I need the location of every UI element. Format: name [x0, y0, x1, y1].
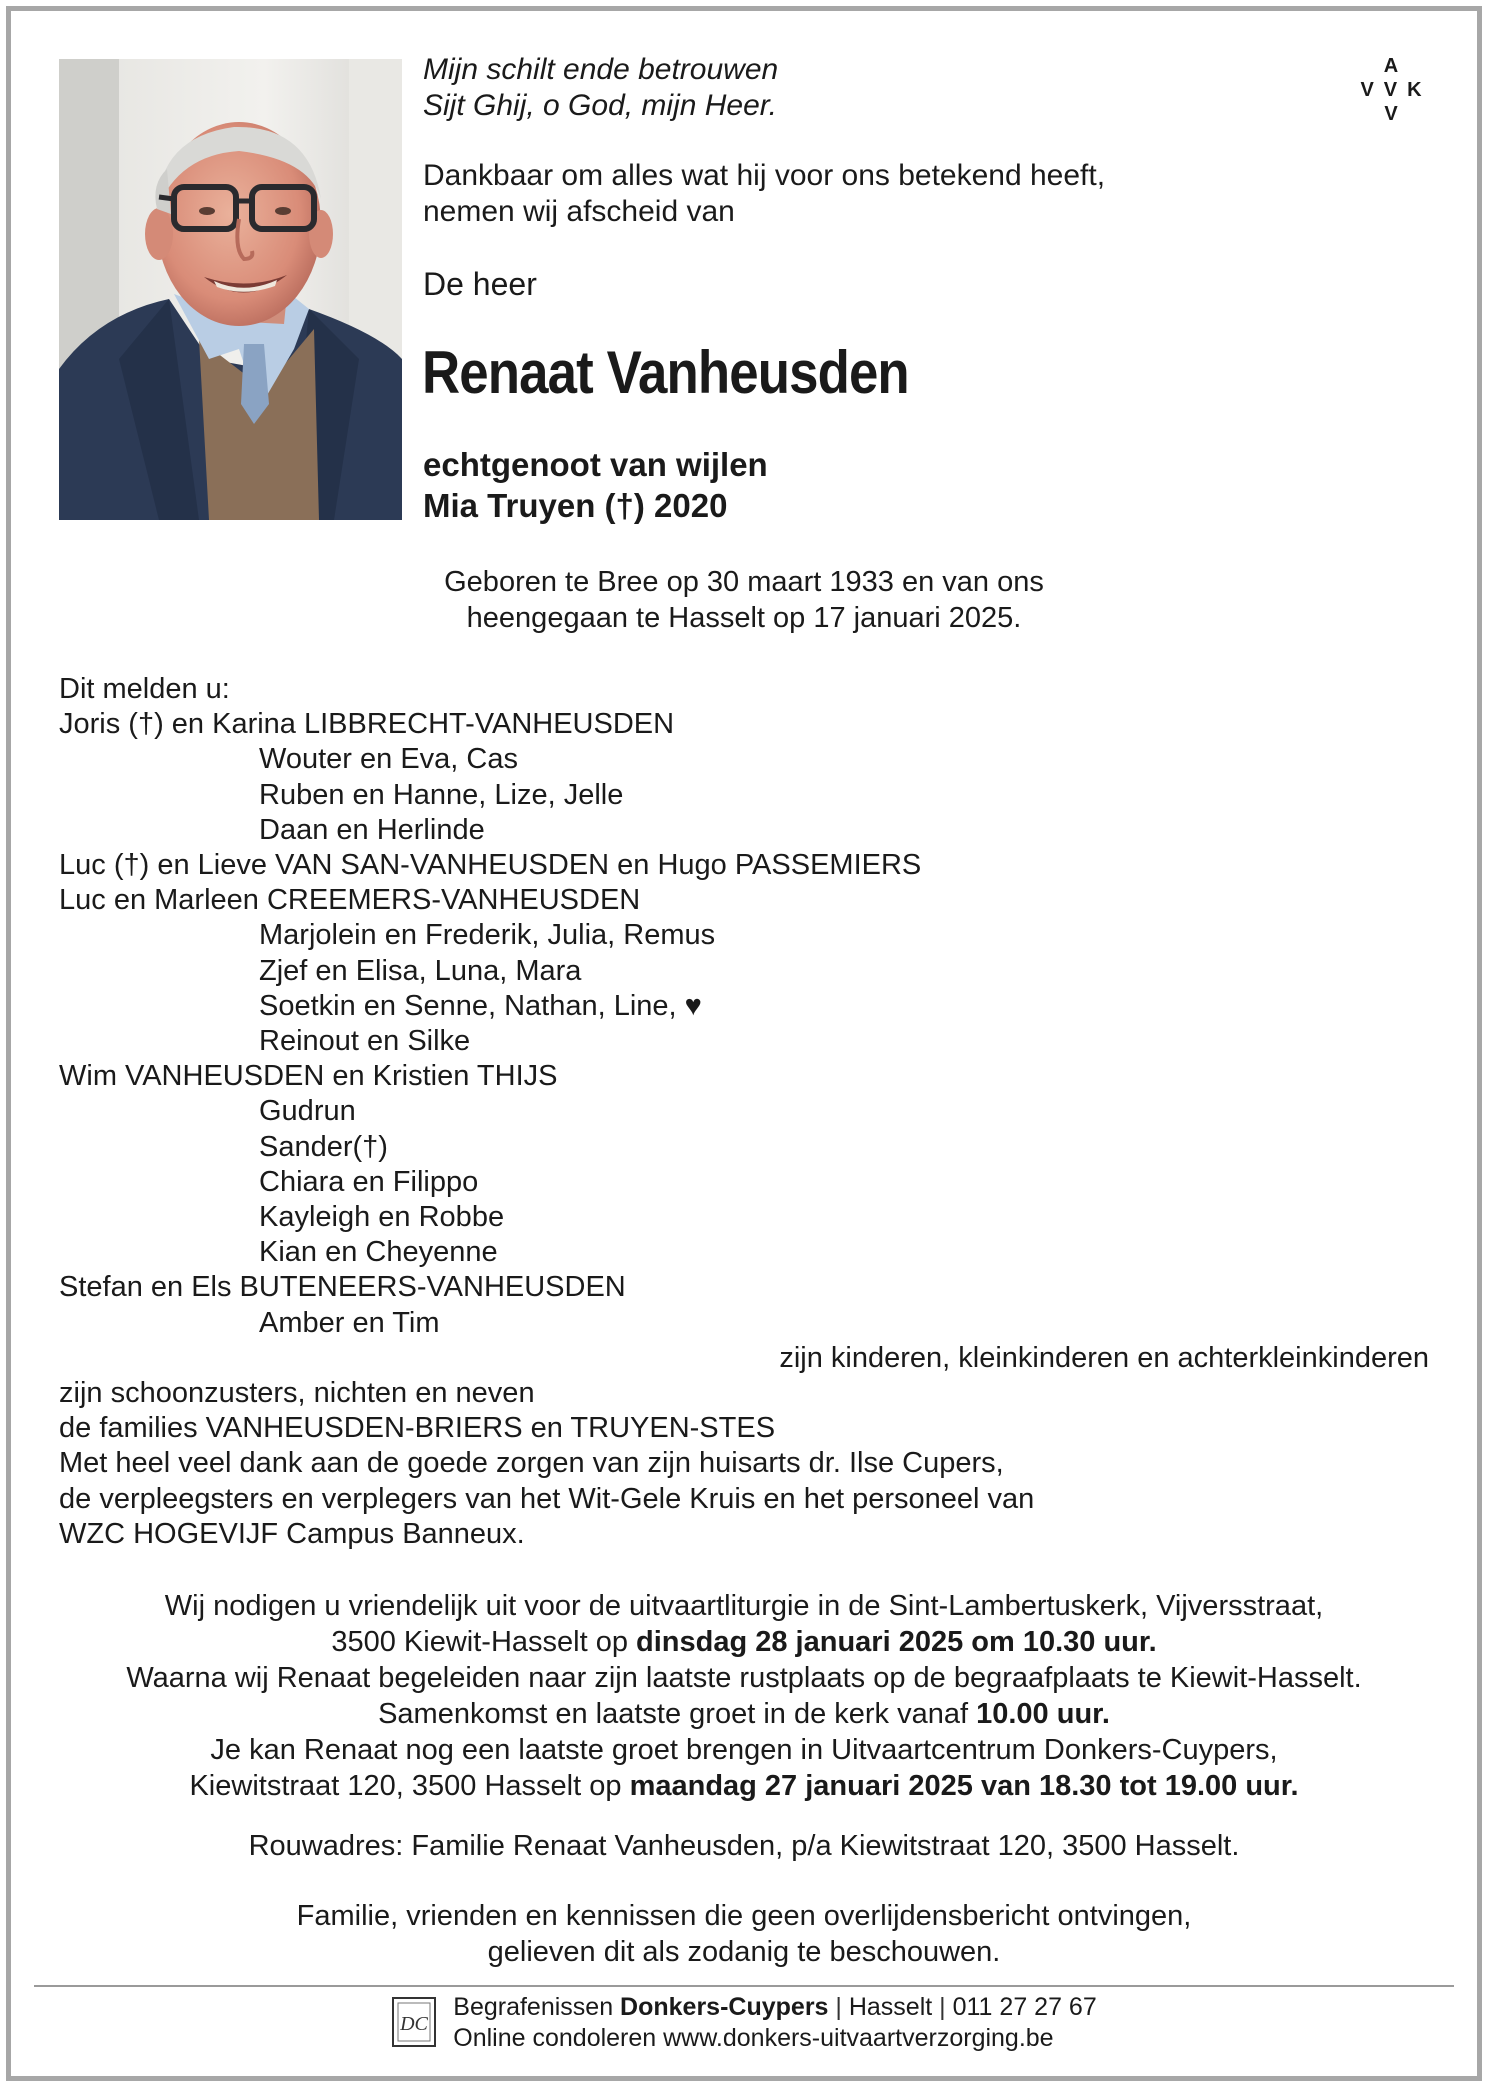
- ceremony-info: [0, 1588, 1488, 1804]
- ceremony-line: [0, 1696, 1488, 1732]
- spouse-info: [423, 444, 768, 526]
- mourning-address: Rouwadres: Familie Renaat Vanheusden, p/a Kiewitstraat 120, 3500 Hasselt.: [248, 1830, 1240, 1862]
- funeral-home-logo-icon: [391, 1996, 437, 2048]
- death-line: heengegaan te Hasselt op 17 januari 2025.: [466, 602, 1022, 634]
- portrait-photo: [59, 59, 402, 520]
- intro-text: [423, 158, 1105, 230]
- avvk-top: A: [1383, 55, 1399, 77]
- family-child-line: Wim VANHEUSDEN en Kristien THIJS: [59, 1060, 558, 1093]
- logo-text: DC: [400, 2013, 429, 2035]
- verse-line: Mijn schilt ende betrouwen: [423, 53, 779, 86]
- family-grandchild-line: Kayleigh en Robbe: [259, 1201, 505, 1234]
- footer-phone: 011 27 27 67: [952, 1993, 1097, 2021]
- spouse-line: Mia Truyen (†) 2020: [423, 487, 728, 524]
- ceremony-line: Wij nodigen u vriendelijk uit voor de uitvaartliturgie in de Sint-Lambertuskerk, Vijversstraat,: [164, 1590, 1324, 1622]
- deceased-name: Renaat Vanheusden: [422, 339, 909, 406]
- ceremony-datetime: dinsdag 28 januari 2025 om 10.30 uur.: [636, 1626, 1157, 1658]
- footer-company: Donkers-Cuypers: [620, 1993, 829, 2021]
- ceremony-text: 3500 Kiewit-Hasselt op: [331, 1626, 637, 1658]
- footer-online-condolence[interactable]: Online condoleren www.donkers-uitvaartverzorging.be: [453, 2024, 1054, 2052]
- family-announce: Dit melden u:: [59, 673, 230, 705]
- footer-separator: |: [828, 1993, 849, 2021]
- closing-text: [0, 1898, 1488, 1970]
- intro-line: nemen wij afscheid van: [423, 195, 735, 228]
- intro-line: Dankbaar om alles wat hij voor ons betekend heeft,: [423, 159, 1106, 192]
- family-list: [59, 672, 1429, 1552]
- ceremony-text: Kiewitstraat 120, 3500 Hasselt op: [189, 1770, 630, 1802]
- family-extended: [59, 1376, 1429, 1552]
- spouse-line: echtgenoot van wijlen: [423, 446, 768, 483]
- family-lines: [59, 707, 1429, 1341]
- ceremony-time: 10.00 uur.: [976, 1698, 1110, 1730]
- footer-separator: |: [932, 1993, 953, 2021]
- salutation: De heer: [423, 266, 537, 302]
- family-grandchild-line: Amber en Tim: [259, 1306, 440, 1339]
- ceremony-line: [0, 1624, 1488, 1660]
- family-extended-line: de verpleegsters en verplegers van het Wit-Gele Kruis en het personeel van: [59, 1482, 1035, 1515]
- family-extended-line: de families VANHEUSDEN-BRIERS en TRUYEN-STES: [59, 1412, 776, 1445]
- family-grandchild-line: Daan en Herlinde: [259, 813, 485, 846]
- family-grandchild-line: Gudrun: [259, 1095, 356, 1128]
- birth-line: Geboren te Bree op 30 maart 1933 en van ons: [444, 566, 1044, 598]
- family-child-line: Luc en Marleen CREEMERS-VANHEUSDEN: [59, 884, 641, 917]
- family-extended-line: zijn schoonzusters, nichten en neven: [59, 1377, 535, 1410]
- family-grandchild-line: Wouter en Eva, Cas: [259, 743, 518, 776]
- family-grandchild-line: Soetkin en Senne, Nathan, Line, ♥: [259, 989, 702, 1022]
- family-child-line: Stefan en Els BUTENEERS-VANHEUSDEN: [59, 1271, 626, 1304]
- footer-city: Hasselt: [848, 1993, 933, 2021]
- closing-line: gelieven dit als zodanig te beschouwen.: [487, 1936, 1001, 1968]
- birth-death-info: [0, 564, 1488, 636]
- family-grandchild-line: Marjolein en Frederik, Julia, Remus: [259, 919, 716, 952]
- ceremony-line: [0, 1768, 1488, 1804]
- family-grandchild-line: Sander(†): [259, 1130, 388, 1163]
- family-grandchild-line: Ruben en Hanne, Lize, Jelle: [259, 778, 624, 811]
- family-child-line: Joris (†) en Karina LIBBRECHT-VANHEUSDEN: [59, 708, 675, 741]
- relation-summary: zijn kinderen, kleinkinderen en achterkleinkinderen: [779, 1341, 1429, 1374]
- closing-line: Familie, vrienden en kennissen die geen overlijdensbericht ontvingen,: [296, 1900, 1192, 1932]
- verse-line: Sijt Ghij, o God, mijn Heer.: [423, 89, 778, 122]
- ceremony-line: Je kan Renaat nog een laatste groet brengen in Uitvaartcentrum Donkers-Cuypers,: [210, 1734, 1278, 1766]
- avvk-middle: VVK: [1360, 79, 1432, 101]
- family-grandchild-line: Reinout en Silke: [259, 1025, 471, 1058]
- family-child-line: Luc (†) en Lieve VAN SAN-VANHEUSDEN en Hugo PASSEMIERS: [59, 849, 922, 882]
- avvk-bottom: V: [1384, 103, 1398, 125]
- avvk-logo: [1360, 54, 1432, 126]
- footer-prefix: Begrafenissen: [453, 1993, 621, 2021]
- footer-line-1: [453, 1992, 1096, 2023]
- verse: [423, 52, 778, 124]
- footer-divider: [34, 1985, 1454, 1987]
- footer: [0, 1992, 1488, 2054]
- family-grandchild-line: Zjef en Elisa, Luna, Mara: [259, 954, 582, 987]
- visitation-datetime: maandag 27 januari 2025 van 18.30 tot 19.00 uur.: [629, 1770, 1299, 1802]
- family-grandchild-line: Chiara en Filippo: [259, 1165, 479, 1198]
- family-grandchild-line: Kian en Cheyenne: [259, 1236, 498, 1269]
- family-extended-line: Met heel veel dank aan de goede zorgen van zijn huisarts dr. Ilse Cupers,: [59, 1447, 1004, 1480]
- ceremony-line: Waarna wij Renaat begeleiden naar zijn laatste rustplaats op de begraafplaats te Kiewit-Hasselt.: [126, 1662, 1362, 1694]
- ceremony-text: Samenkomst en laatste groet in de kerk vanaf: [378, 1698, 977, 1730]
- family-extended-line: WZC HOGEVIJF Campus Banneux.: [59, 1517, 525, 1550]
